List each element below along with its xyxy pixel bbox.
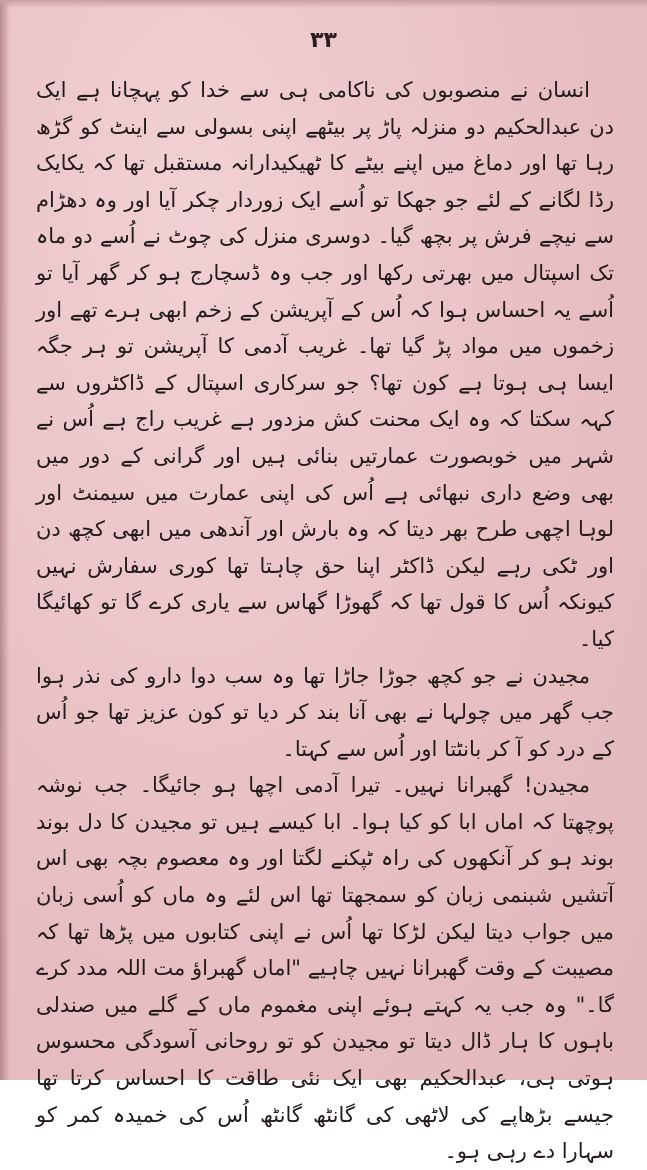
page-number: ۳۳ [310,28,337,53]
paragraph-1: انسان نے منصوبوں کی ناکامی ہی سے خدا کو پہچانا ہے ایک دن عبدالحکیم دو منزلہ پاڑ پر بیٹھے اپنی بسولی سے اینٹ کو گڑھ رہا تھا اور دماغ میں اپنے بیٹے کا ٹھیکیدارانہ مستقبل تھا کہ یکایک رڈا لگانے کے لئے جو جھکا تو اُسے ایک زوردار چکر آیا اور وہ دھڑام سے نیچے فرش پر بچھ گیا۔ دوسری منزل کی چوٹ نے اُسے دو ماہ تک اسپتال میں بھرتی رکھا اور جب وہ ڈسچارج ہو کر گھر آیا تو اُسے یہ احساس ہوا کہ اُس کے آپریشن کے زخم ابھی ہرے تھے اور زخموں میں مواد پڑ گیا تھا۔ غریب آدمی کا آپریشن تو ہر جگہ ایسا ہی ہوتا ہے کون تھا؟ جو سرکاری اسپتال کے ڈاکٹروں سے کہہ سکتا کہ وہ ایک محنت کش مزدور ہے غریب راج ہے اُس نے شہر میں خوبصورت عمارتیں بنائی ہیں اور گرانی کے دور میں بھی وضع داری نبھائی ہے اُس کی اپنی عمارت میں سیمنٹ اور لوہا اچھی طرح بھر دیتا کہ وہ بارش اور آندھی میں ابھی کچھ دن اور ٹکی رہے لیکن ڈاکٹر اپنا حق چاہتا تھا کوری سفارش نہیں کیونکہ اُس کا قول تھا کہ گھوڑا گھاس سے یاری کرے گا تو کھائیگا کیا۔ [36,78,614,651]
body-text [36,72,614,1170]
paragraph-2: مجیدن نے جو کچھ جوڑا جاڑا تھا وہ سب دوا دارو کی نذر ہوا جب گھر میں چولہا نے بھی آنا بند کر دیا تو کون عزیز تھا جو اُس کے درد کو آ کر بانٹتا اور اُس سے کہتا۔ [36,663,614,761]
paragraph-3: مجیدن! گھبرانا نہیں۔ تیرا آدمی اچھا ہو جائیگا۔ جب نوشہ پوچھتا کہ اماں ابا کو کیا ہوا۔ ابا کیسے ہیں تو مجیدن کا دل بوند بوند ہو کر آنکھوں کی راہ ٹپکنے لگتا اور وہ معصوم بچہ بھی اس آتشیں شبنمی زبان کو سمجھتا تھا اس لئے وہ ماں کو اُسی زبان میں جواب دیتا لیکن لڑکا تھا اُس نے اپنی کتابوں میں پڑھا تھا کہ مصیبت کے وقت گھبرانا نہیں چاہیے "اماں گھبراؤ مت اللہ مدد کرے گا۔" وہ جب یہ کہتے ہوئے اپنی مغموم ماں کے گلے میں صندلی باہوں کا ہار ڈال دیتا تو مجیدن کو تو روحانی آسودگی محسوس ہوتی ہی، عبدالحکیم بھی ایک نئی طاقت کا احساس کرتا تھا جیسے بڑھاپے کی لاٹھی کی گانٹھ گانٹھ اُس کی خمیدہ کمر کو سہارا دے رہی ہو۔ [36,773,614,1164]
page-top-edge [0,0,647,8]
page-edge-shadow [0,0,10,1080]
